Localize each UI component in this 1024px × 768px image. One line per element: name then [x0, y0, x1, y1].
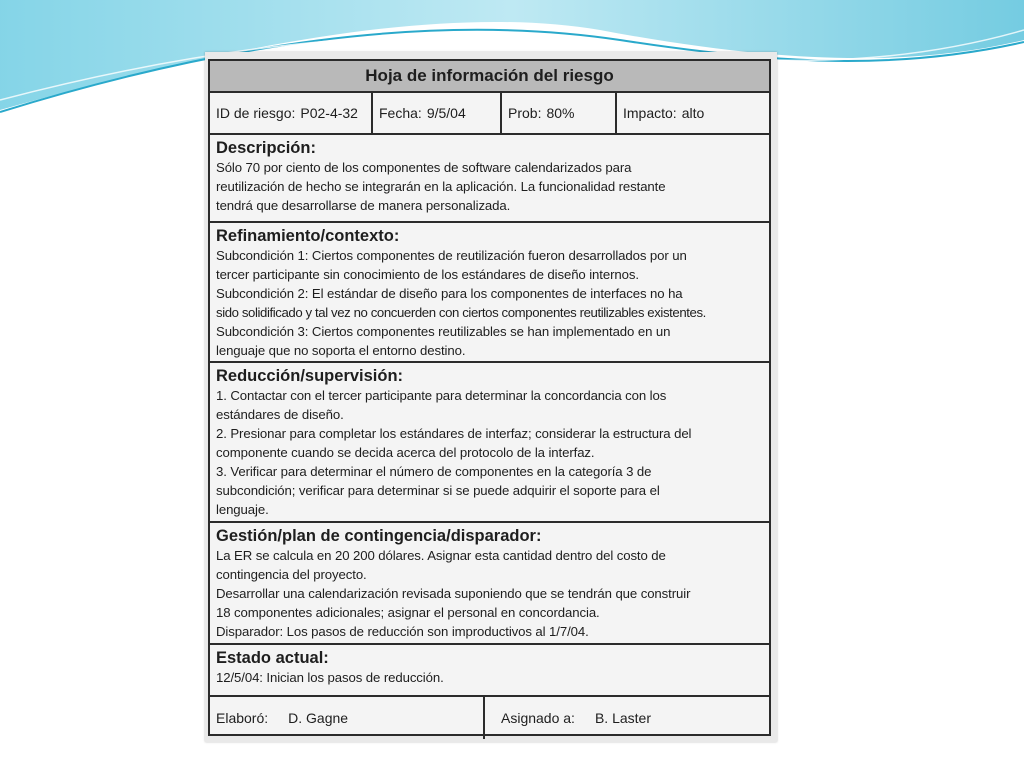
reduccion-line: estándares de diseño.: [216, 407, 344, 422]
risk-id-label: ID de riesgo:: [216, 105, 296, 121]
impact-value: alto: [681, 105, 705, 121]
descripcion-line: Sólo 70 por ciento de los componentes de software calendarizados para: [216, 160, 632, 175]
reduccion-line: subcondición; verificar para determinar si se puede adquirir el soporte para el: [216, 483, 660, 498]
probability-value: 80%: [546, 105, 575, 121]
gestion-line: La ER se calcula en 20 200 dólares. Asignar esta cantidad dentro del costo de: [216, 548, 666, 563]
asignado-cell: [485, 697, 769, 739]
risk-information-sheet: [208, 59, 771, 736]
asignado-value: B. Laster: [594, 710, 651, 726]
reduccion-line: lenguaje.: [216, 502, 269, 517]
reduccion-line: componente cuando se decida acerca del protocolo de la interfaz.: [216, 445, 595, 460]
reduccion-section: [210, 363, 769, 523]
reduccion-heading: Reducción/supervisión:: [216, 367, 404, 385]
descripcion-line: reutilización de hecho se integrarán en la aplicación. La funcionalidad restante: [216, 179, 666, 194]
risk-id-value: P02-4-32: [300, 105, 358, 121]
descripcion-section: [210, 135, 769, 223]
gestion-heading: Gestión/plan de contingencia/disparador:: [216, 527, 542, 545]
refinamiento-heading: Refinamiento/contexto:: [216, 227, 400, 245]
elaboro-cell: [210, 697, 485, 739]
reduccion-line: 3. Verificar para determinar el número de componentes en la categoría 3 de: [216, 464, 652, 479]
gestion-line: contingencia del proyecto.: [216, 567, 367, 582]
gestion-line: Desarrollar una calendarización revisada suponiendo que se tendrán que construir: [216, 586, 691, 601]
probability-cell: [502, 93, 617, 133]
estado-section: [210, 645, 769, 697]
impact-cell: [617, 93, 769, 133]
descripcion-heading: Descripción:: [216, 139, 316, 157]
refinamiento-line: Subcondición 3: Ciertos componentes reutilizables se han implementado en un: [216, 324, 671, 339]
descripcion-line: tendrá que desarrollarse de manera personalizada.: [216, 198, 511, 213]
risk-sheet-image: [205, 52, 777, 742]
refinamiento-line: lenguaje que no soporta el entorno destino.: [216, 343, 466, 358]
probability-label: Prob:: [508, 105, 542, 121]
risk-meta-row: [210, 93, 769, 135]
impact-label: Impacto:: [623, 105, 677, 121]
refinamiento-line: tercer participante sin conocimiento de los estándares de diseño internos.: [216, 267, 639, 282]
gestion-section: [210, 523, 769, 645]
elaboro-value: D. Gagne: [288, 710, 349, 726]
reduccion-line: 2. Presionar para completar los estándares de interfaz; considerar la estructura del: [216, 426, 692, 441]
refinamiento-line: Subcondición 1: Ciertos componentes de reutilización fueron desarrollados por un: [216, 248, 687, 263]
elaboro-label: Elaboró:: [216, 710, 269, 726]
refinamiento-line: sido solidificado y tal vez no concuerden con ciertos componentes reutilizables existentes.: [216, 305, 706, 320]
refinamiento-line: Subcondición 2: El estándar de diseño para los componentes de interfaces no ha: [216, 286, 683, 301]
date-value: 9/5/04: [426, 105, 466, 121]
sheet-title: Hoja de información del riesgo: [210, 61, 769, 93]
gestion-line: Disparador: Los pasos de reducción son improductivos al 1/7/04.: [216, 624, 589, 639]
gestion-line: 18 componentes adicionales; asignar el personal en concordancia.: [216, 605, 600, 620]
reduccion-line: 1. Contactar con el tercer participante para determinar la concordancia con los: [216, 388, 667, 403]
date-cell: [373, 93, 502, 133]
risk-id-cell: [210, 93, 373, 133]
estado-heading: Estado actual:: [216, 649, 329, 667]
signature-row: [210, 697, 769, 739]
asignado-label: Asignado a:: [501, 710, 575, 726]
date-label: Fecha:: [379, 105, 422, 121]
refinamiento-section: [210, 223, 769, 363]
estado-line: 12/5/04: Inician los pasos de reducción.: [216, 670, 444, 685]
